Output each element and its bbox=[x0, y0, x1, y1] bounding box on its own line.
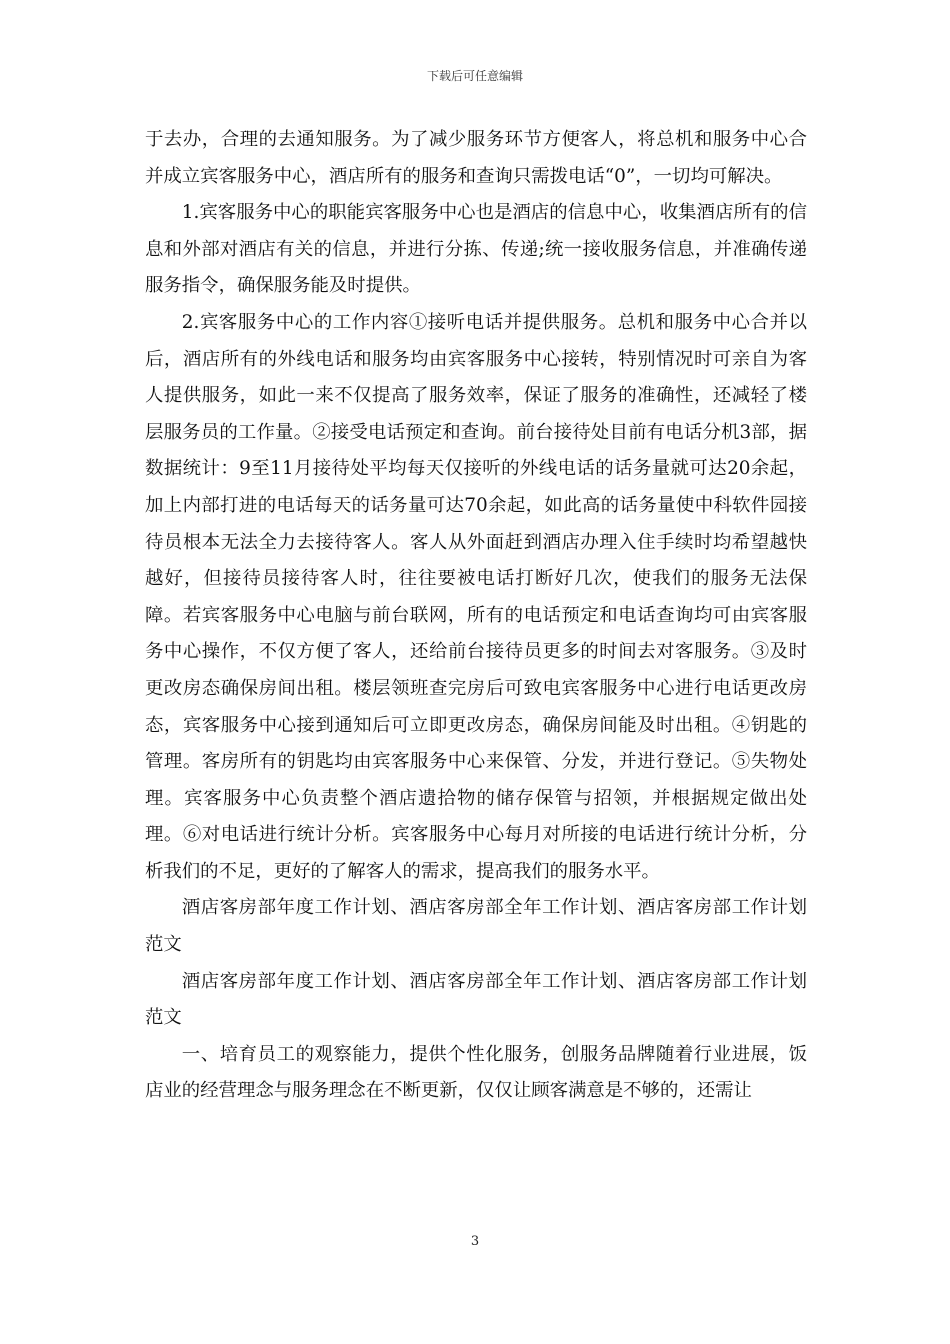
paragraph-plan-title-1: 酒店客房部年度工作计划、酒店客房部全年工作计划、酒店客房部工作计划范文 bbox=[145, 897, 807, 956]
paragraph-section-one: 一、培育员工的观察能力，提供个性化服务，创服务品牌随着行业进展，饭店业的经营理念与服务理念在不断更新，仅仅让顾客满意是不够的，还需让 bbox=[145, 1043, 807, 1102]
paragraph-service-center-functions: 1.宾客服务中心的职能宾客服务中心也是酒店的信息中心，收集酒店所有的信息和外部对酒店有关的信息，并进行分拣、传递;统一接收服务信息，并准确传递服务指令，确保服务能及时提供。 bbox=[145, 202, 807, 297]
document-body bbox=[145, 122, 807, 1110]
page-number: 3 bbox=[470, 1234, 480, 1249]
paragraph-service-center-work: 2.宾客服务中心的工作内容①接听电话并提供服务。总机和服务中心合并以后，酒店所有的外线电话和服务均由宾客服务中心接转，特别情况时可亲自为客人提供服务，如此一来不仅提高了服务效率，保证了服务的准确性，还减轻了楼层服务员的工作量。②接受电话预定和查询。前台接待处目前有电话分机3部，据数据统计：9至11月接待处平均每天仅接听的外线电话的话务量就可达20余起，加上内部打进的电话每天的话务量可达70余起，如此高的话务量使中科软件园接待员根本无法全力去接待客人。客人从外面赶到酒店办理入住手续时均希望越快越好，但接待员接待客人时，往往要被电话打断好几次，使我们的服务无法保障。若宾客服务中心电脑与前台联网，所有的电话预定和电话查询均可由宾客服务中心操作，不仅方便了客人，还给前台接待员更多的时间去对客服务。③及时更改房态确保房间出租。楼层领班查完房后可致电宾客服务中心进行电话更改房态，宾客服务中心接到通知后可立即更改房态，确保房间能及时出租。④钥匙的管理。客房所有的钥匙均由宾客服务中心来保管、分发，并进行登记。⑤失物处理。宾客服务中心负责整个酒店遗拾物的储存保管与招领，并根据规定做出处理。⑥对电话进行统计分析。宾客服务中心每月对所接的电话进行统计分析，分析我们的不足，更好的了解客人的需求，提高我们的服务水平。 bbox=[145, 311, 807, 882]
page-header: 下载后可任意编辑 bbox=[426, 69, 523, 83]
paragraph-continued: 于去办，合理的去通知服务。为了减少服务环节方便客人，将总机和服务中心合并成立宾客服务中心，酒店所有的服务和查询只需拨电话“0”，一切均可解决。 bbox=[145, 129, 807, 187]
paragraph-plan-title-2: 酒店客房部年度工作计划、酒店客房部全年工作计划、酒店客房部工作计划范文 bbox=[145, 970, 807, 1029]
